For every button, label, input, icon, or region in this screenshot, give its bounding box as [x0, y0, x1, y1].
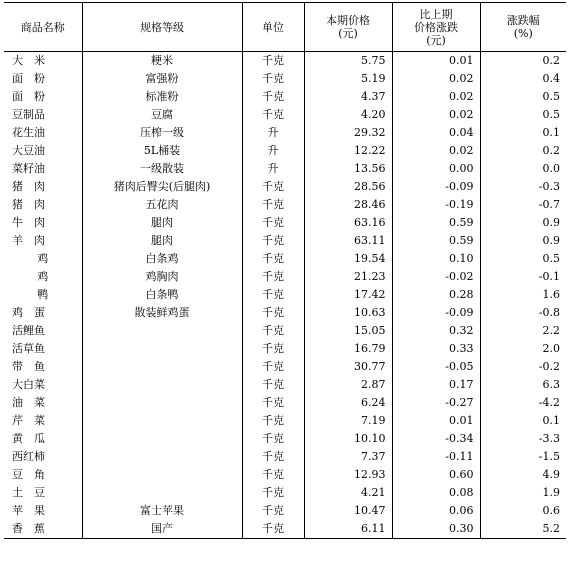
current-price-cell: 10.47	[304, 502, 392, 520]
price-change-cell: 0.08	[392, 484, 480, 502]
price-change-cell: 0.00	[392, 160, 480, 178]
spec-grade-cell: 五花肉	[82, 196, 242, 214]
current-price-cell: 12.22	[304, 142, 392, 160]
unit-cell: 千克	[242, 70, 304, 88]
table-row	[4, 232, 566, 250]
change-percent-cell: 0.1	[480, 124, 566, 142]
price-table-container	[4, 2, 566, 539]
current-price-cell: 6.11	[304, 520, 392, 539]
price-change-cell: 0.60	[392, 466, 480, 484]
table-row	[4, 286, 566, 304]
table-row	[4, 466, 566, 484]
price-change-cell: 0.02	[392, 106, 480, 124]
price-change-cell: 0.01	[392, 412, 480, 430]
current-price-cell: 16.79	[304, 340, 392, 358]
price-change-cell: -0.34	[392, 430, 480, 448]
product-name-cell: 面 粉	[12, 90, 45, 103]
product-name-cell: 花生油	[12, 126, 45, 139]
change-percent-cell: 2.0	[480, 340, 566, 358]
header-price-change	[392, 3, 480, 52]
spec-grade-cell	[82, 358, 242, 376]
spec-grade-cell: 腿肉	[82, 214, 242, 232]
price-change-cell: 0.59	[392, 232, 480, 250]
current-price-cell: 7.19	[304, 412, 392, 430]
change-percent-cell: 0.5	[480, 106, 566, 124]
price-change-cell: -0.19	[392, 196, 480, 214]
product-name-cell: 西红柿	[12, 450, 45, 463]
change-percent-cell: 0.9	[480, 232, 566, 250]
current-price-cell: 28.56	[304, 178, 392, 196]
unit-cell: 千克	[242, 88, 304, 106]
header-current-price-line: 本期价格	[326, 14, 370, 27]
change-percent-cell: 4.9	[480, 466, 566, 484]
spec-grade-cell	[82, 448, 242, 466]
current-price-cell: 17.42	[304, 286, 392, 304]
product-name-cell: 大白菜	[12, 378, 45, 391]
table-row	[4, 358, 566, 376]
spec-grade-cell	[82, 430, 242, 448]
price-change-cell: 0.17	[392, 376, 480, 394]
header-price-change-unit: (元)	[426, 33, 446, 47]
header-row	[4, 3, 566, 52]
product-name-cell: 芹 菜	[12, 414, 45, 427]
product-name-cell: 猪 肉	[12, 180, 45, 193]
header-current-price	[304, 3, 392, 52]
price-change-cell: -0.09	[392, 304, 480, 322]
unit-cell: 升	[242, 142, 304, 160]
header-change-percent-unit: (%)	[513, 27, 533, 40]
unit-cell: 千克	[242, 430, 304, 448]
price-change-cell: 0.02	[392, 88, 480, 106]
table-row	[4, 484, 566, 502]
current-price-cell: 10.63	[304, 304, 392, 322]
spec-grade-cell: 粳米	[82, 52, 242, 71]
price-change-cell: -0.05	[392, 358, 480, 376]
header-spec-grade: 规格等级	[82, 3, 242, 52]
table-header	[4, 3, 566, 52]
change-percent-cell: -0.1	[480, 268, 566, 286]
header-price-change-line2: 价格涨跌	[414, 20, 458, 34]
change-percent-cell: 0.4	[480, 70, 566, 88]
change-percent-cell: -1.5	[480, 448, 566, 466]
price-change-cell: 0.10	[392, 250, 480, 268]
spec-grade-cell: 白条鸭	[82, 286, 242, 304]
product-name-cell: 土 豆	[12, 486, 45, 499]
product-name-cell: 鸡	[37, 270, 49, 283]
product-name-cell: 牛 肉	[12, 216, 45, 229]
current-price-cell: 6.24	[304, 394, 392, 412]
product-name-cell: 大豆油	[12, 144, 45, 157]
product-name-cell: 豆制品	[12, 108, 45, 121]
change-percent-cell: 5.2	[480, 520, 566, 539]
spec-grade-cell: 富强粉	[82, 70, 242, 88]
change-percent-cell: 0.2	[480, 52, 566, 71]
table-row	[4, 70, 566, 88]
current-price-cell: 29.32	[304, 124, 392, 142]
current-price-cell: 13.56	[304, 160, 392, 178]
change-percent-cell: 0.1	[480, 412, 566, 430]
spec-grade-cell	[82, 412, 242, 430]
table-row	[4, 304, 566, 322]
product-name-cell: 鸭	[37, 288, 49, 301]
table-row	[4, 160, 566, 178]
table-row	[4, 268, 566, 286]
table-row	[4, 196, 566, 214]
current-price-cell: 15.05	[304, 322, 392, 340]
header-price-change-line1: 比上期	[419, 7, 453, 21]
header-unit: 单位	[242, 3, 304, 52]
price-table	[4, 2, 566, 539]
table-row	[4, 430, 566, 448]
header-change-percent-line: 涨跌幅	[506, 14, 540, 27]
spec-grade-cell: 猪肉后臀尖(后腿肉)	[82, 178, 242, 196]
spec-grade-cell: 富士苹果	[82, 502, 242, 520]
price-change-cell: -0.09	[392, 178, 480, 196]
table-row	[4, 448, 566, 466]
current-price-cell: 12.93	[304, 466, 392, 484]
table-row	[4, 52, 566, 71]
current-price-cell: 30.77	[304, 358, 392, 376]
change-percent-cell: -0.3	[480, 178, 566, 196]
change-percent-cell: -4.2	[480, 394, 566, 412]
current-price-cell: 21.23	[304, 268, 392, 286]
product-name-cell: 油 菜	[12, 396, 45, 409]
product-name-cell: 苹 果	[12, 504, 45, 517]
product-name-cell: 带 鱼	[12, 360, 45, 373]
price-change-cell: -0.11	[392, 448, 480, 466]
current-price-cell: 4.21	[304, 484, 392, 502]
change-percent-cell: 2.2	[480, 322, 566, 340]
price-change-cell: 0.02	[392, 70, 480, 88]
current-price-cell: 7.37	[304, 448, 392, 466]
spec-grade-cell	[82, 340, 242, 358]
price-change-cell: 0.32	[392, 322, 480, 340]
spec-grade-cell	[82, 466, 242, 484]
change-percent-cell: 0.5	[480, 250, 566, 268]
spec-grade-cell: 鸡胸肉	[82, 268, 242, 286]
spec-grade-cell: 标准粉	[82, 88, 242, 106]
table-row	[4, 106, 566, 124]
table-row	[4, 124, 566, 142]
unit-cell: 千克	[242, 250, 304, 268]
spec-grade-cell	[82, 322, 242, 340]
product-name-cell: 猪 肉	[12, 198, 45, 211]
current-price-cell: 63.11	[304, 232, 392, 250]
change-percent-cell: 0.2	[480, 142, 566, 160]
product-name-cell: 羊 肉	[12, 234, 45, 247]
current-price-cell: 63.16	[304, 214, 392, 232]
current-price-cell: 10.10	[304, 430, 392, 448]
table-row	[4, 88, 566, 106]
table-row	[4, 178, 566, 196]
current-price-cell: 4.20	[304, 106, 392, 124]
unit-cell: 千克	[242, 502, 304, 520]
product-name-cell: 面 粉	[12, 72, 45, 85]
product-name-cell: 菜籽油	[12, 162, 45, 175]
table-row	[4, 250, 566, 268]
current-price-cell: 28.46	[304, 196, 392, 214]
unit-cell: 千克	[242, 106, 304, 124]
current-price-cell: 19.54	[304, 250, 392, 268]
spec-grade-cell: 豆腐	[82, 106, 242, 124]
product-name-cell: 香 蕉	[4, 520, 82, 539]
spec-grade-cell: 国产	[82, 520, 242, 539]
unit-cell: 千克	[242, 232, 304, 250]
unit-cell: 千克	[242, 268, 304, 286]
current-price-cell: 5.19	[304, 70, 392, 88]
price-change-cell: -0.02	[392, 268, 480, 286]
header-change-percent	[480, 3, 566, 52]
header-current-price-unit: (元)	[338, 27, 358, 40]
current-price-cell: 2.87	[304, 376, 392, 394]
table-row	[4, 502, 566, 520]
unit-cell: 千克	[242, 484, 304, 502]
price-change-cell: 0.04	[392, 124, 480, 142]
unit-cell: 升	[242, 160, 304, 178]
unit-cell: 千克	[242, 304, 304, 322]
current-price-cell: 5.75	[304, 52, 392, 71]
current-price-cell: 4.37	[304, 88, 392, 106]
product-name-cell: 黄 瓜	[12, 432, 45, 445]
unit-cell: 千克	[242, 466, 304, 484]
price-change-cell: 0.01	[392, 52, 480, 71]
unit-cell: 千克	[242, 340, 304, 358]
change-percent-cell: -3.3	[480, 430, 566, 448]
product-name-cell: 活草鱼	[12, 342, 45, 355]
table-row	[4, 394, 566, 412]
table-row	[4, 340, 566, 358]
spec-grade-cell	[82, 376, 242, 394]
change-percent-cell: 0.6	[480, 502, 566, 520]
unit-cell: 升	[242, 124, 304, 142]
change-percent-cell: 0.5	[480, 88, 566, 106]
spec-grade-cell: 腿肉	[82, 232, 242, 250]
change-percent-cell: -0.2	[480, 358, 566, 376]
product-name-cell: 鸡 蛋	[12, 306, 45, 319]
change-percent-cell: 1.6	[480, 286, 566, 304]
header-product-name: 商品名称	[4, 3, 82, 52]
product-name-cell: 大 米	[12, 54, 45, 67]
unit-cell: 千克	[242, 358, 304, 376]
change-percent-cell: -0.8	[480, 304, 566, 322]
unit-cell: 千克	[242, 376, 304, 394]
price-change-cell: 0.28	[392, 286, 480, 304]
unit-cell: 千克	[242, 520, 304, 539]
change-percent-cell: 6.3	[480, 376, 566, 394]
change-percent-cell: 1.9	[480, 484, 566, 502]
spec-grade-cell	[82, 484, 242, 502]
spec-grade-cell: 白条鸡	[82, 250, 242, 268]
unit-cell: 千克	[242, 448, 304, 466]
change-percent-cell: 0.9	[480, 214, 566, 232]
product-name-cell: 活鲤鱼	[12, 324, 45, 337]
table-row	[4, 376, 566, 394]
product-name-cell: 鸡	[37, 252, 49, 265]
price-change-cell: 0.33	[392, 340, 480, 358]
unit-cell: 千克	[242, 214, 304, 232]
table-row	[4, 412, 566, 430]
price-change-cell: -0.27	[392, 394, 480, 412]
price-change-cell: 0.30	[392, 520, 480, 539]
table-row	[4, 214, 566, 232]
unit-cell: 千克	[242, 286, 304, 304]
spec-grade-cell: 一级散装	[82, 160, 242, 178]
price-change-cell: 0.06	[392, 502, 480, 520]
table-row	[4, 142, 566, 160]
table-row	[4, 322, 566, 340]
unit-cell: 千克	[242, 412, 304, 430]
price-change-cell: 0.59	[392, 214, 480, 232]
change-percent-cell: -0.7	[480, 196, 566, 214]
price-change-cell: 0.02	[392, 142, 480, 160]
spec-grade-cell: 散装鲜鸡蛋	[82, 304, 242, 322]
unit-cell: 千克	[242, 196, 304, 214]
unit-cell: 千克	[242, 394, 304, 412]
spec-grade-cell: 5L桶装	[82, 142, 242, 160]
unit-cell: 千克	[242, 322, 304, 340]
unit-cell: 千克	[242, 52, 304, 71]
table-body	[4, 52, 566, 539]
change-percent-cell: 0.0	[480, 160, 566, 178]
unit-cell: 千克	[242, 178, 304, 196]
product-name-cell: 豆 角	[12, 468, 45, 481]
spec-grade-cell: 压榨一级	[82, 124, 242, 142]
table-row	[4, 520, 566, 539]
spec-grade-cell	[82, 394, 242, 412]
